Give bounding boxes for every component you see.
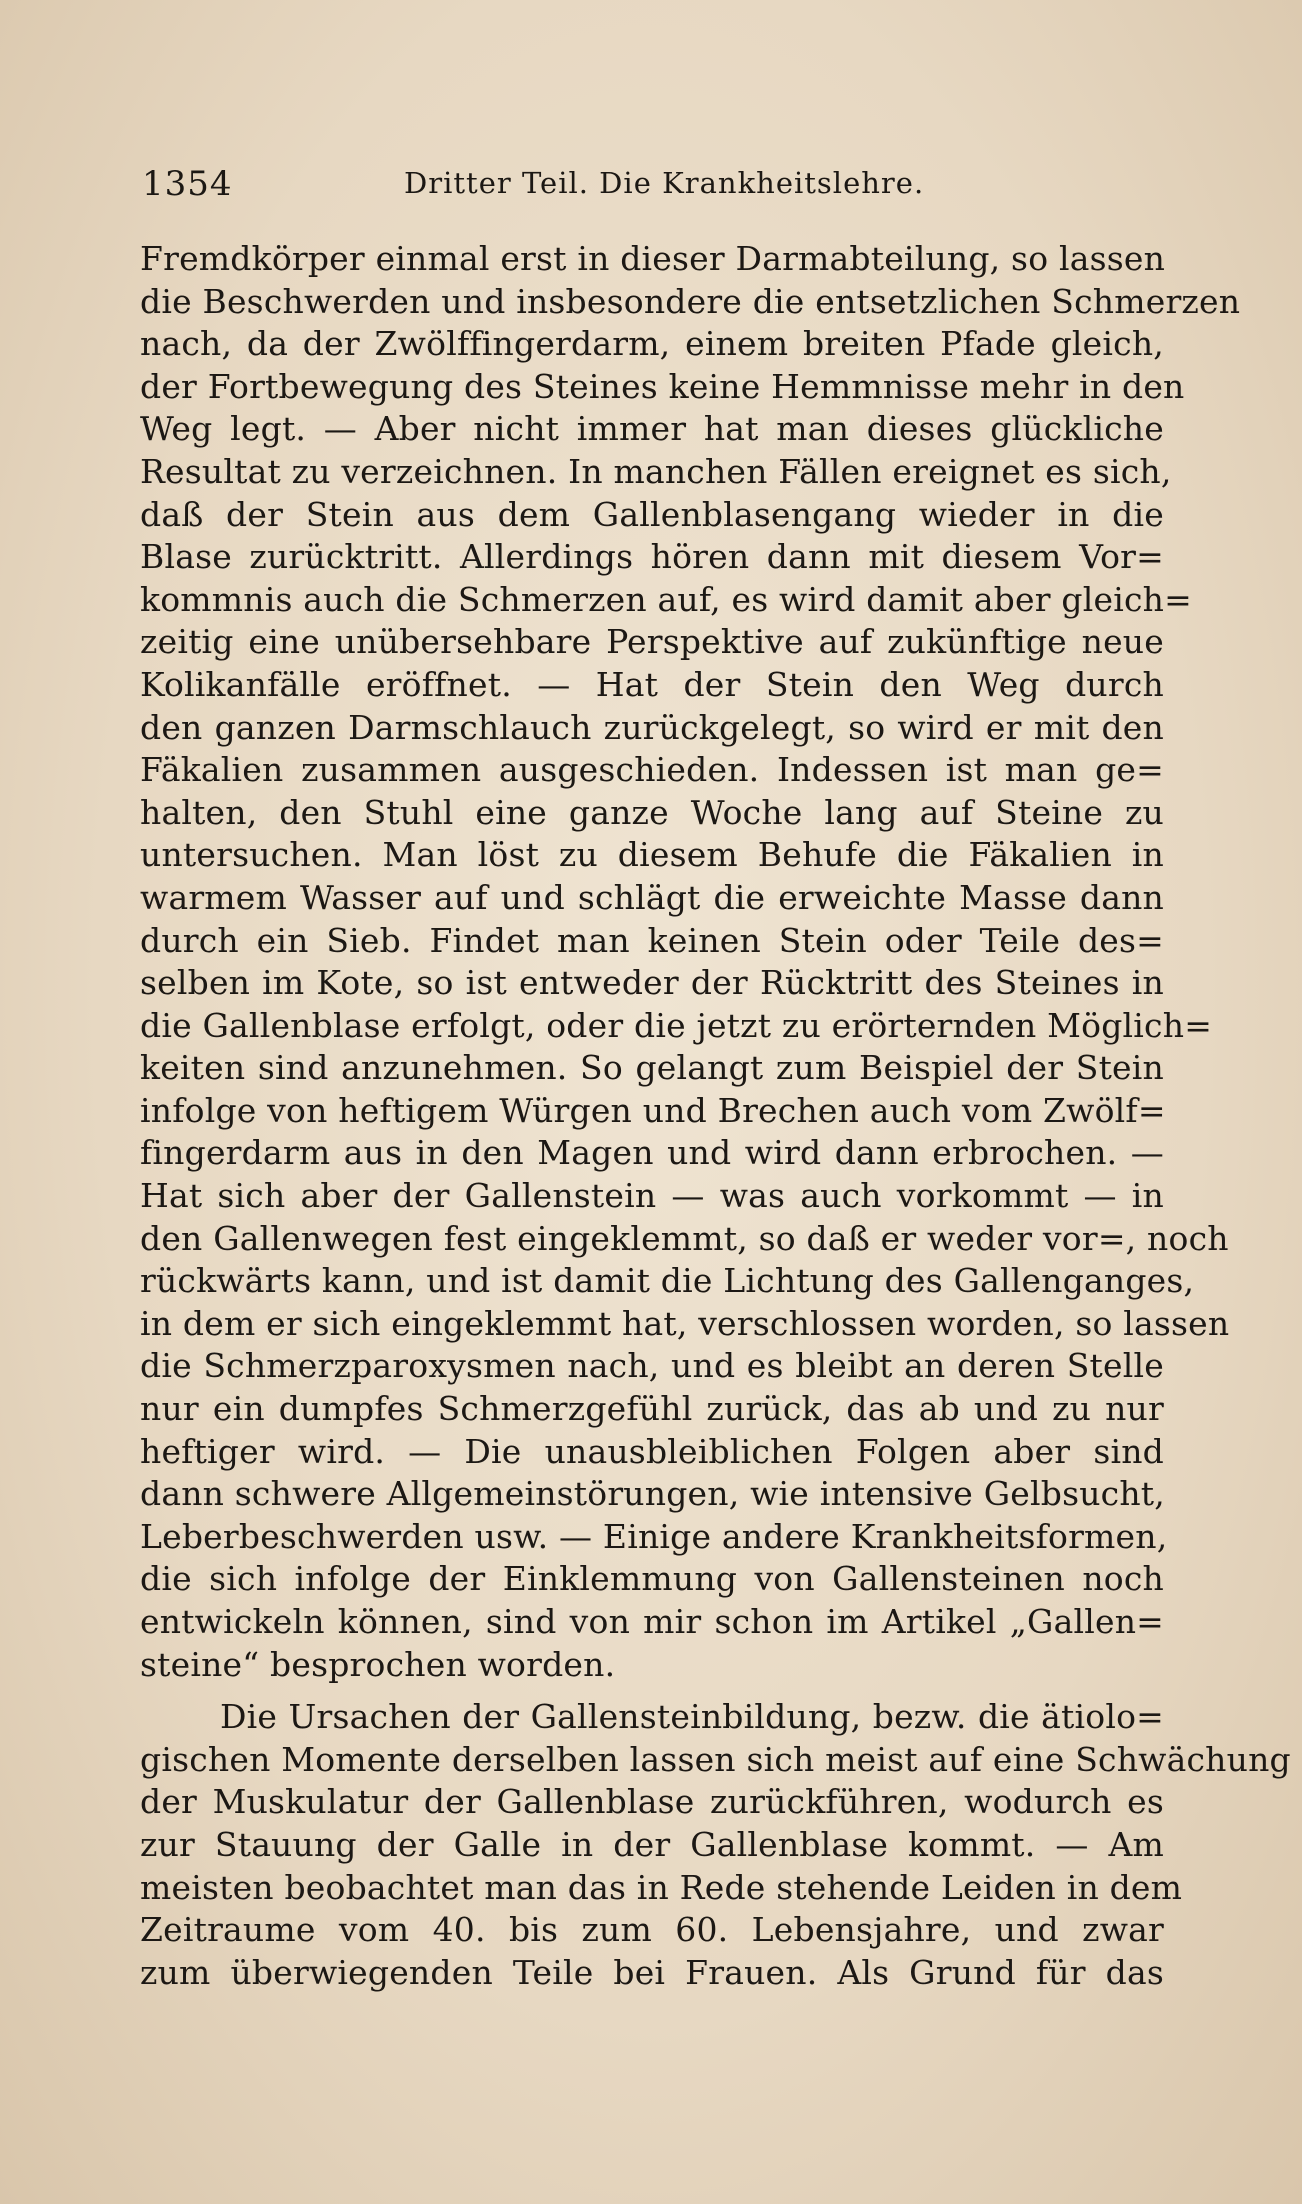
text-line: zeitig eine unübersehbare Perspektive auf zukünftige neue [140,622,1164,662]
text-line: dann schwere Allgemeinstörungen, wie intensive Gelbsucht, [140,1474,1165,1514]
page-body [140,238,1291,1994]
text-line: meisten beobachtet man das in Rede stehende Leiden in dem [140,1867,1183,1907]
text-line: Blase zurücktritt. Allerdings hören dann mit diesem Vor= [140,537,1164,577]
text-line: entwickeln können, sind von mir schon im Artikel „Gallen= [140,1602,1164,1641]
text-line: Hat sich aber der Gallenstein — was auch vorkommt — in [140,1176,1164,1216]
text-line: Leberbeschwerden usw. — Einige andere Krankheitsformen, [140,1516,1168,1556]
text-line: nach, da der Zwölffingerdarm, einem breiten Pfade gleich, [140,324,1164,364]
text-line: Fremdkörper einmal erst in dieser Darmabteilung, so lassen [140,239,1166,278]
text-line: keiten sind anzunehmen. So gelangt zum Beispiel der Stein [140,1048,1164,1088]
text-line: den ganzen Darmschlauch zurückgelegt, so wird er mit den [140,707,1164,747]
text-line: infolge von heftigem Würgen und Brechen auch vom Zwölf= [140,1090,1166,1130]
text-line: Die Ursachen der Gallensteinbildung, bezw. die ätiolo= [220,1697,1164,1737]
text-line: halten, den Stuhl eine ganze Woche lang auf Steine zu [140,792,1164,832]
text-line: steine“ besprochen worden. [140,1644,616,1684]
text-line: Weg legt. — Aber nicht immer hat man dieses glückliche [140,409,1164,449]
text-line: in dem er sich eingeklemmt hat, verschlossen worden, so lassen [140,1303,1230,1343]
text-line: warmem Wasser auf und schlägt die erweichte Masse dann [140,877,1164,917]
text-line: fingerdarm aus in den Magen und wird dann erbrochen. — [140,1133,1164,1173]
text-line: zur Stauung der Galle in der Gallenblase kommt. — Am [140,1824,1164,1864]
text-line: gischen Momente derselben lassen sich meist auf eine Schwächung [140,1739,1291,1779]
text-line: daß der Stein aus dem Gallenblasengang wieder in die [140,494,1164,534]
text-line: kommnis auch die Schmerzen auf, es wird damit aber gleich= [140,579,1192,619]
text-line: Zeitraume vom 40. bis zum 60. Lebensjahre, und zwar [140,1910,1164,1950]
text-line: den Gallenwegen fest eingeklemmt, so daß er weder vor=, noch [140,1218,1229,1258]
paragraph [140,1696,1291,1994]
text-line: Kolikanfälle eröffnet. — Hat der Stein den Weg durch [140,664,1164,704]
page-header [142,160,1162,206]
text-line: die sich infolge der Einklemmung von Gallensteinen noch [140,1559,1164,1599]
text-line: nur ein dumpfes Schmerzgefühl zurück, das ab und zu nur [140,1389,1164,1429]
text-line: durch ein Sieb. Findet man keinen Stein oder Teile des= [140,920,1164,960]
paragraph [140,238,1241,1686]
text-line: heftiger wird. — Die unausbleiblichen Folgen aber sind [140,1431,1164,1471]
text-line: die Gallenblase erfolgt, oder die jetzt zu erörternden Möglich= [140,1005,1213,1045]
text-line: rückwärts kann, und ist damit die Lichtung des Gallenganges, [140,1261,1195,1301]
text-line: die Schmerzparoxysmen nach, und es bleibt an deren Stelle [140,1346,1164,1386]
running-head: Dritter Teil. Die Krankheitslehre. [404,166,925,200]
text-line: der Muskulatur der Gallenblase zurückführen, wodurch es [140,1782,1164,1822]
text-line: die Beschwerden und insbesondere die entsetzlichen Schmerzen [140,281,1241,321]
text-line: selben im Kote, so ist entweder der Rücktritt des Steines in [140,963,1164,1003]
page-number: 1354 [142,164,233,204]
text-line: untersuchen. Man löst zu diesem Behufe die Fäkalien in [140,835,1164,875]
text-line: Fäkalien zusammen ausgeschieden. Indessen ist man ge= [140,750,1164,790]
text-line: Resultat zu verzeichnen. In manchen Fällen ereignet es sich, [140,451,1172,491]
text-line: der Fortbewegung des Steines keine Hemmnisse mehr in den [140,366,1185,406]
text-line: zum überwiegenden Teile bei Frauen. Als Grund für das [140,1952,1164,1992]
